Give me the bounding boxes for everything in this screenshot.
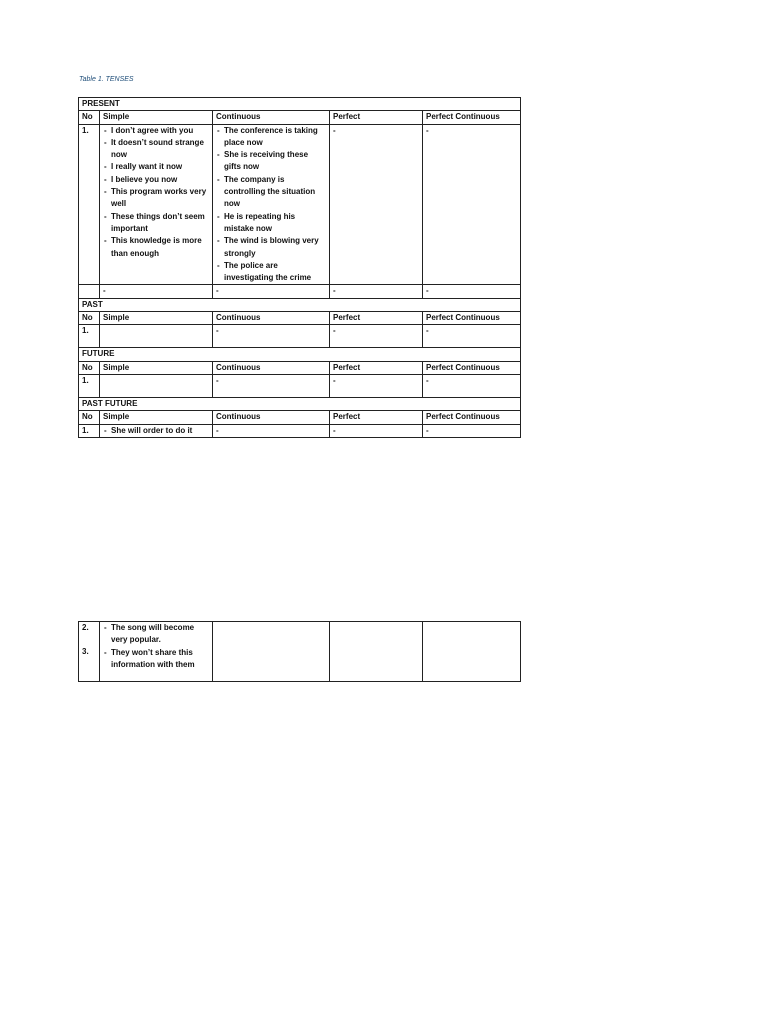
header-no: No [79, 361, 100, 374]
row-number [79, 285, 100, 298]
list-item: - This knowledge is more than enough [103, 235, 209, 260]
column-header-row [79, 111, 521, 124]
list-item: - It doesn’t sound strange now [103, 137, 209, 162]
table-row [79, 285, 521, 298]
header-continuous: Continuous [213, 361, 330, 374]
table-row [79, 124, 521, 285]
section-present-header [79, 98, 521, 111]
list-item: - She is receiving these gifts now [216, 149, 326, 174]
list-item: - The conference is taking place now [216, 125, 326, 150]
header-simple: Simple [100, 312, 213, 325]
header-simple: Simple [100, 411, 213, 424]
column-header-row [79, 411, 521, 424]
header-no: No [79, 312, 100, 325]
list-item: - The police are investigating the crime [216, 260, 326, 285]
cell-perfect-continuous: - [423, 124, 521, 285]
cell-perfect: - [330, 325, 423, 348]
list-item: - The song will become very popular. [103, 622, 209, 647]
cell-continuous [213, 622, 330, 682]
row-numbers [79, 622, 100, 682]
cell-perfect: - [330, 424, 423, 437]
list-item: - I believe you now [103, 174, 209, 186]
header-perfect: Perfect [330, 111, 423, 124]
row-number: 3. [82, 647, 89, 657]
table-row [79, 424, 521, 437]
row-number: 2. [82, 623, 89, 632]
row-number-spacer [82, 634, 96, 646]
list-item: - The company is controlling the situation now [216, 174, 326, 211]
header-continuous: Continuous [213, 411, 330, 424]
table-row [79, 325, 521, 348]
header-perfect-continuous: Perfect Continuous [423, 411, 521, 424]
list-item: - These things don’t seem important [103, 211, 209, 236]
header-perfect: Perfect [330, 361, 423, 374]
list-item: - This program works very well [103, 186, 209, 211]
section-future-header [79, 348, 521, 361]
cell-simple [100, 374, 213, 397]
cell-simple [100, 622, 213, 682]
section-past-future-header [79, 397, 521, 410]
row-number: 1. [79, 325, 100, 348]
column-header-row [79, 361, 521, 374]
list-item: - He is repeating his mistake now [216, 211, 326, 236]
section-title: PRESENT [79, 98, 521, 111]
section-past-header [79, 298, 521, 311]
cell-continuous: - [213, 374, 330, 397]
table-row [79, 622, 521, 682]
section-title: FUTURE [79, 348, 521, 361]
cell-perfect-continuous: - [423, 285, 521, 298]
header-no: No [79, 111, 100, 124]
header-perfect-continuous: Perfect Continuous [423, 312, 521, 325]
header-continuous: Continuous [213, 111, 330, 124]
section-title: PAST FUTURE [79, 397, 521, 410]
cell-perfect-continuous: - [423, 424, 521, 437]
header-no: No [79, 411, 100, 424]
header-simple: Simple [100, 111, 213, 124]
section-title: PAST [79, 298, 521, 311]
cell-perfect: - [330, 285, 423, 298]
cell-continuous [213, 124, 330, 285]
cell-simple [100, 424, 213, 437]
cell-simple [100, 325, 213, 348]
header-simple: Simple [100, 361, 213, 374]
cell-perfect: - [330, 124, 423, 285]
cell-perfect: - [330, 374, 423, 397]
table-caption: Table 1. TENSES [79, 76, 134, 83]
list-item: - They won’t share this information with them [103, 647, 209, 672]
simple-examples-list [103, 125, 209, 260]
cell-continuous: - [213, 285, 330, 298]
header-perfect: Perfect [330, 411, 423, 424]
list-item: - She will order to do it [103, 425, 209, 437]
row-number: 1. [79, 424, 100, 437]
cell-perfect-continuous [423, 622, 521, 682]
header-perfect-continuous: Perfect Continuous [423, 361, 521, 374]
tenses-table [78, 97, 521, 438]
list-item: - I don’t agree with you [103, 125, 209, 137]
header-continuous: Continuous [213, 312, 330, 325]
header-perfect-continuous: Perfect Continuous [423, 111, 521, 124]
list-item: - I really want it now [103, 161, 209, 173]
cell-continuous: - [213, 325, 330, 348]
column-header-row [79, 312, 521, 325]
row-number: 1. [79, 124, 100, 285]
cell-continuous: - [213, 424, 330, 437]
cell-simple [100, 124, 213, 285]
row-number: 1. [79, 374, 100, 397]
continuous-examples-list [216, 125, 326, 285]
table-row [79, 374, 521, 397]
cell-perfect [330, 622, 423, 682]
cell-simple: - [100, 285, 213, 298]
list-item: - The wind is blowing very strongly [216, 235, 326, 260]
tenses-table-continuation [78, 621, 521, 682]
simple-examples-list [103, 425, 209, 437]
simple-examples-list [103, 622, 209, 671]
cell-perfect-continuous: - [423, 325, 521, 348]
header-perfect: Perfect [330, 312, 423, 325]
cell-perfect-continuous: - [423, 374, 521, 397]
